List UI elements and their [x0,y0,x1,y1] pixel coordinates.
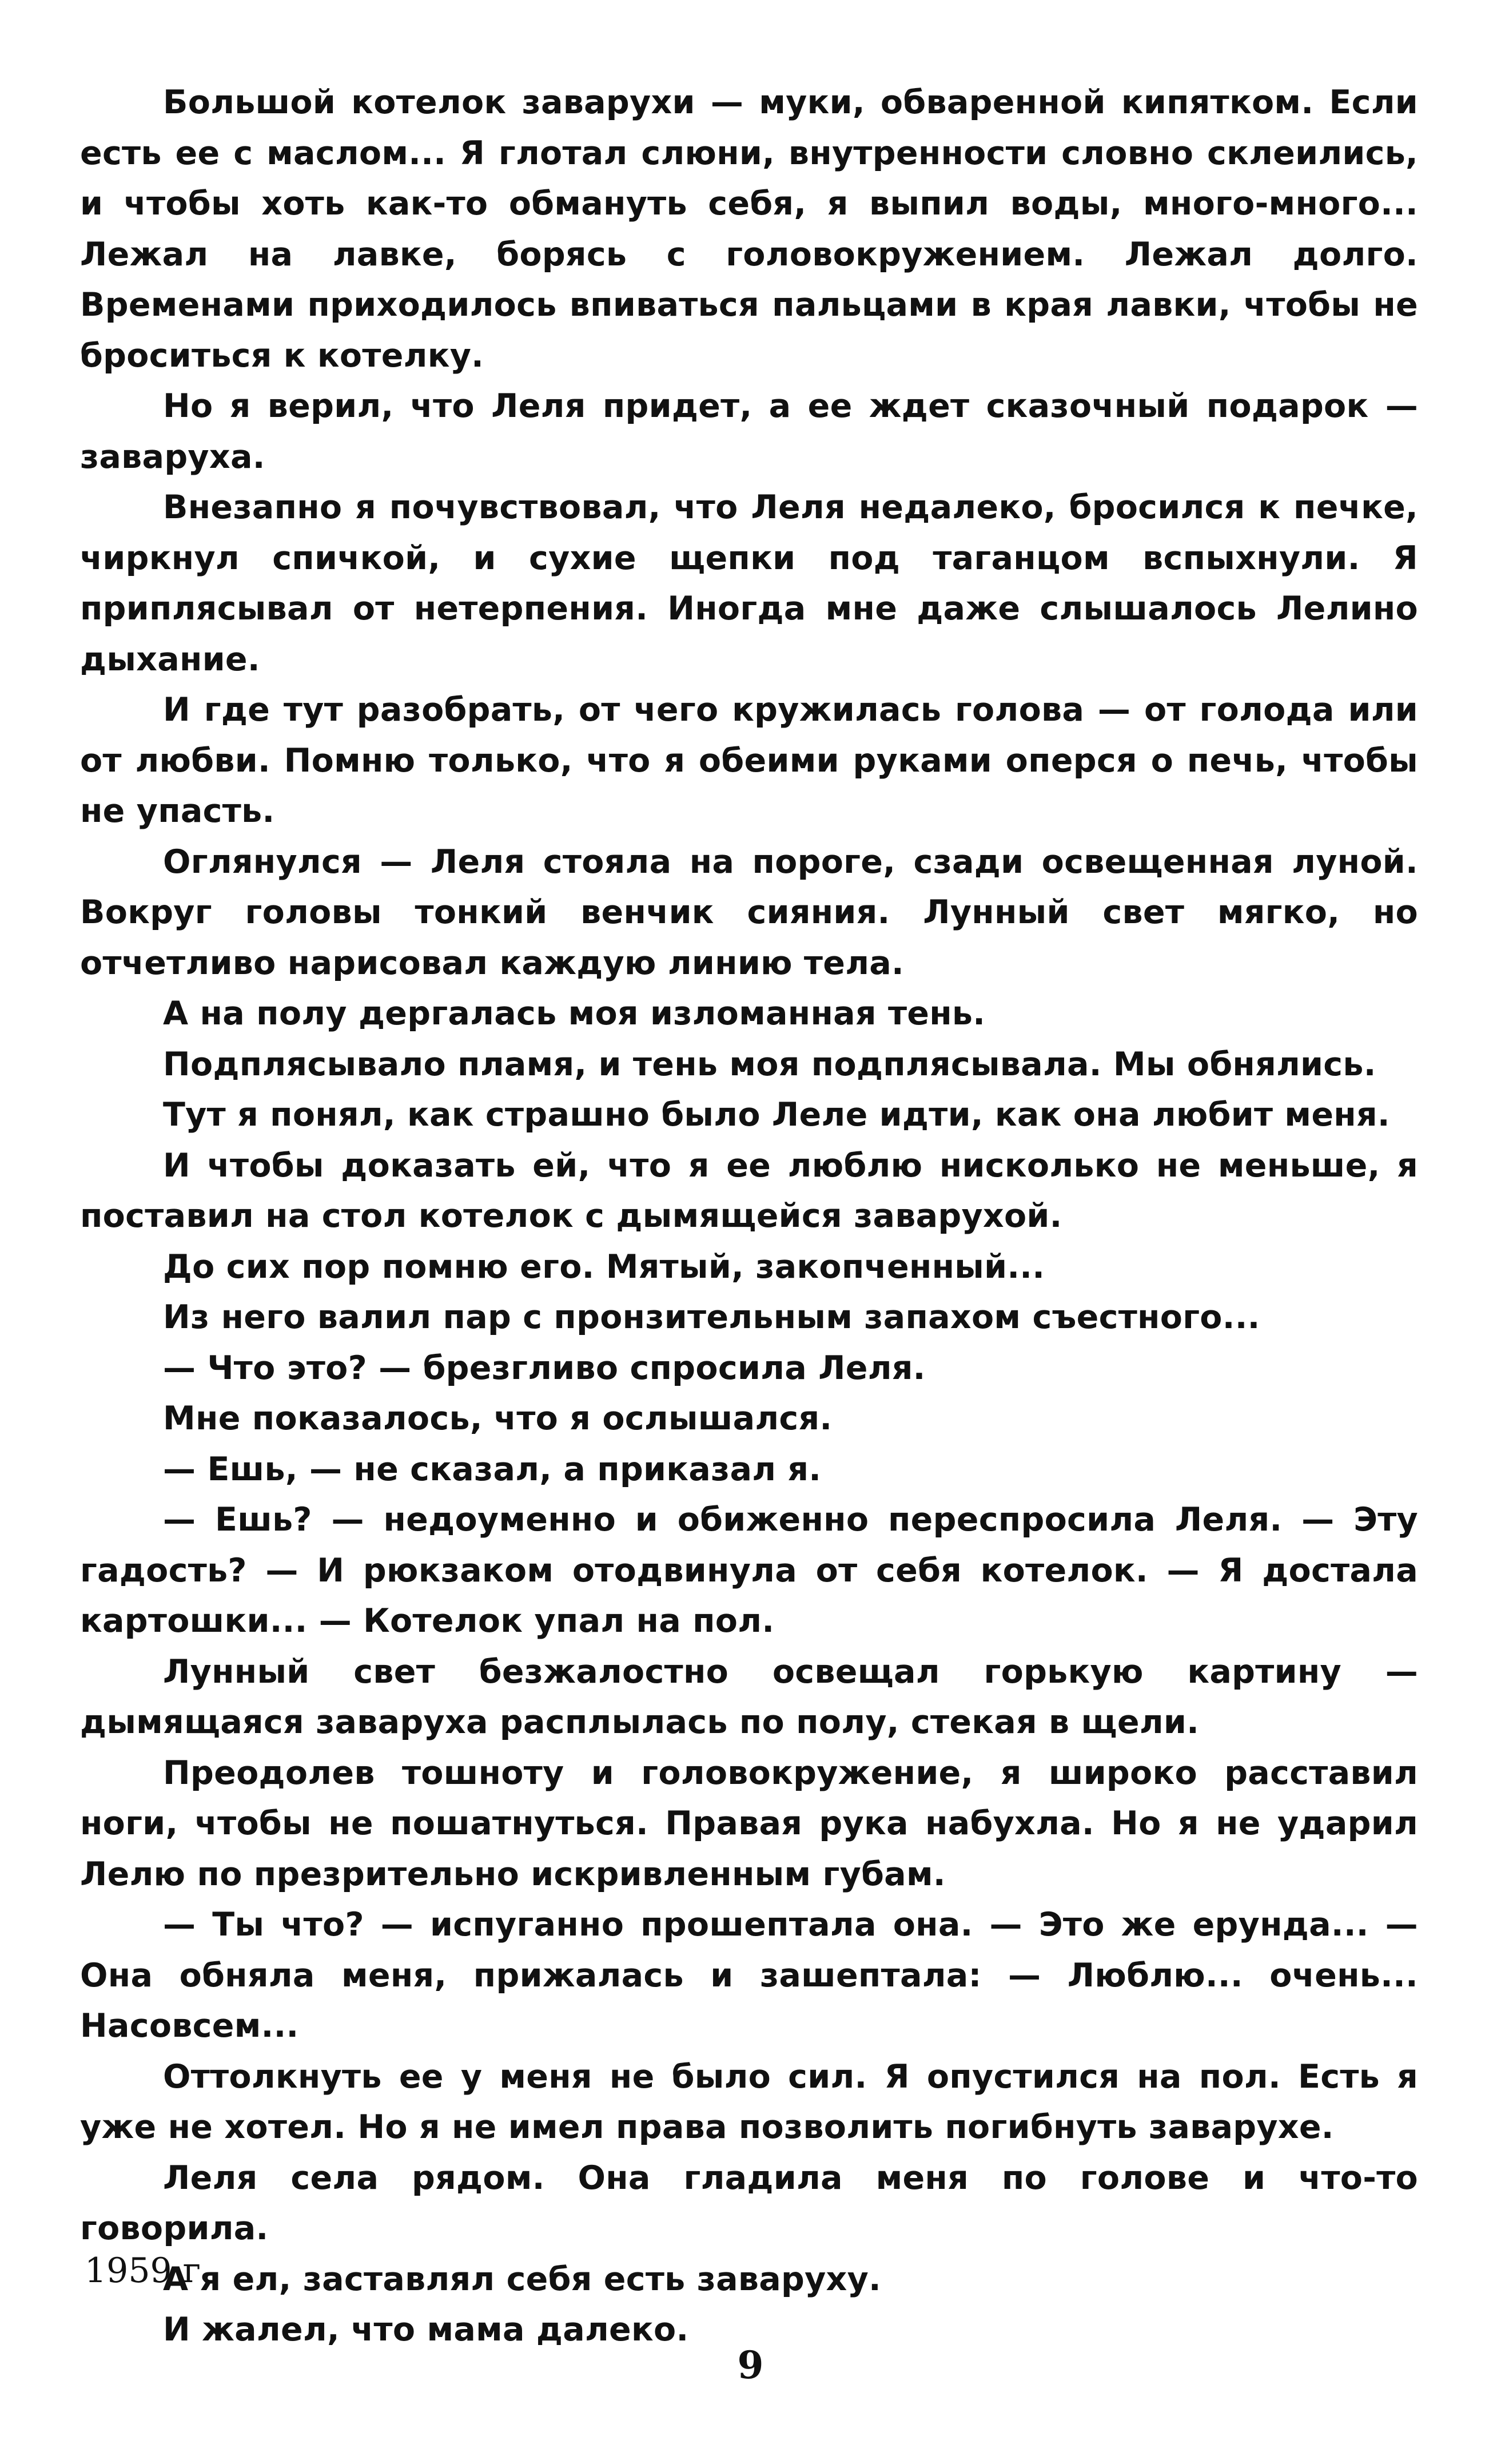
paragraph-2: Но я верил, что Леля придет, а ее ждет сказочный подарок — заваруха. [80,387,1418,476]
paragraph-4: И где тут разобрать, от чего кружилась голова — от голода или от любви. Помню только, что я обеими руками оперся о печь, чтобы не упасть. [80,691,1418,830]
paragraph-22: И жалел, что мама далеко. [163,2311,689,2348]
paragraph-18: — Ты что? — испуганно прошептала она. — Это же ерунда... — Она обняла меня, прижалась и зашептала: — Люблю... очень... Насовсем... [80,1906,1418,2045]
paragraph-16: Лунный свет безжалостно освещал горькую картину — дымящаяся заваруха расплылась по полу, стекая в щели. [80,1652,1418,1741]
paragraph-1: Большой котелок заварухи — муки, обваренной кипятком. Если есть ее с маслом... Я глотал слюни, внутренности словно склеились, и чтобы хоть как-то обмануть себя, я выпил воды, много-много... Лежал на лавке, борясь с головокружением. Лежал долго. Временами приходилось впиваться пальцами в края лавки, чтобы не броситься к котелку. [80,84,1418,375]
paragraph-9: И чтобы доказать ей, что я ее люблю нисколько не меньше, я поставил на стол котелок с дымящейся заварухой. [80,1146,1418,1235]
paragraph-13: Мне показалось, что я ослышался. [163,1400,833,1437]
paragraph-19: Оттолкнуть ее у меня не было сил. Я опустился на пол. Есть я уже не хотел. Но я не имел права позволить погибнуть заварухе. [80,2057,1418,2146]
paragraph-11: Из него валил пар с пронзительным запахом съестного... [163,1298,1260,1336]
page-number: 9 [737,2343,764,2387]
paragraph-6: А на полу дергалась моя изломанная тень. [163,995,986,1032]
story-text [80,77,1418,2355]
paragraph-10: До сих пор помню его. Мятый, закопченный... [163,1247,1045,1286]
paragraph-12: — Что это? — брезгливо спросила Леля. [163,1349,926,1387]
paragraph-20: Леля села рядом. Она гладила меня по голове и что-то говорила. [80,2159,1418,2247]
paragraph-3: Внезапно я почувствовал, что Леля недалеко, бросился к печке, чиркнул спичкой, и сухие щепки под таганцом вспыхнули. Я приплясывал от нетерпения. Иногда мне даже слышалось Лелино дыхание. [80,488,1418,678]
paragraph-15: — Ешь? — недоуменно и обиженно переспросила Леля. — Эту гадость? — И рюкзаком отодвинула от себя котелок. — Я достала картошки... — Котелок упал на пол. [80,1501,1418,1640]
paragraph-17: Преодолев тошноту и головокружение, я широко расставил ноги, чтобы не пошатнуться. Правая рука набухла. Но я не ударил Лелю по презрительно искривленным губам. [80,1754,1418,1893]
paragraph-21: А я ел, заставлял себя есть заваруху. [163,2260,881,2298]
date-line: 1959 г. [85,2251,212,2291]
paragraph-5: Оглянулся — Леля стояла на пороге, сзади освещенная луной. Вокруг головы тонкий венчик сияния. Лунный свет мягко, но отчетливо нарисовал каждую линию тела. [80,842,1418,982]
paragraph-7: Подплясывало пламя, и тень моя подплясывала. Мы обнялись. [163,1045,1376,1083]
paragraph-8: Тут я понял, как страшно было Леле идти, как она любит меня. [163,1096,1390,1134]
paragraph-14: — Ешь, — не сказал, а приказал я. [163,1450,822,1488]
